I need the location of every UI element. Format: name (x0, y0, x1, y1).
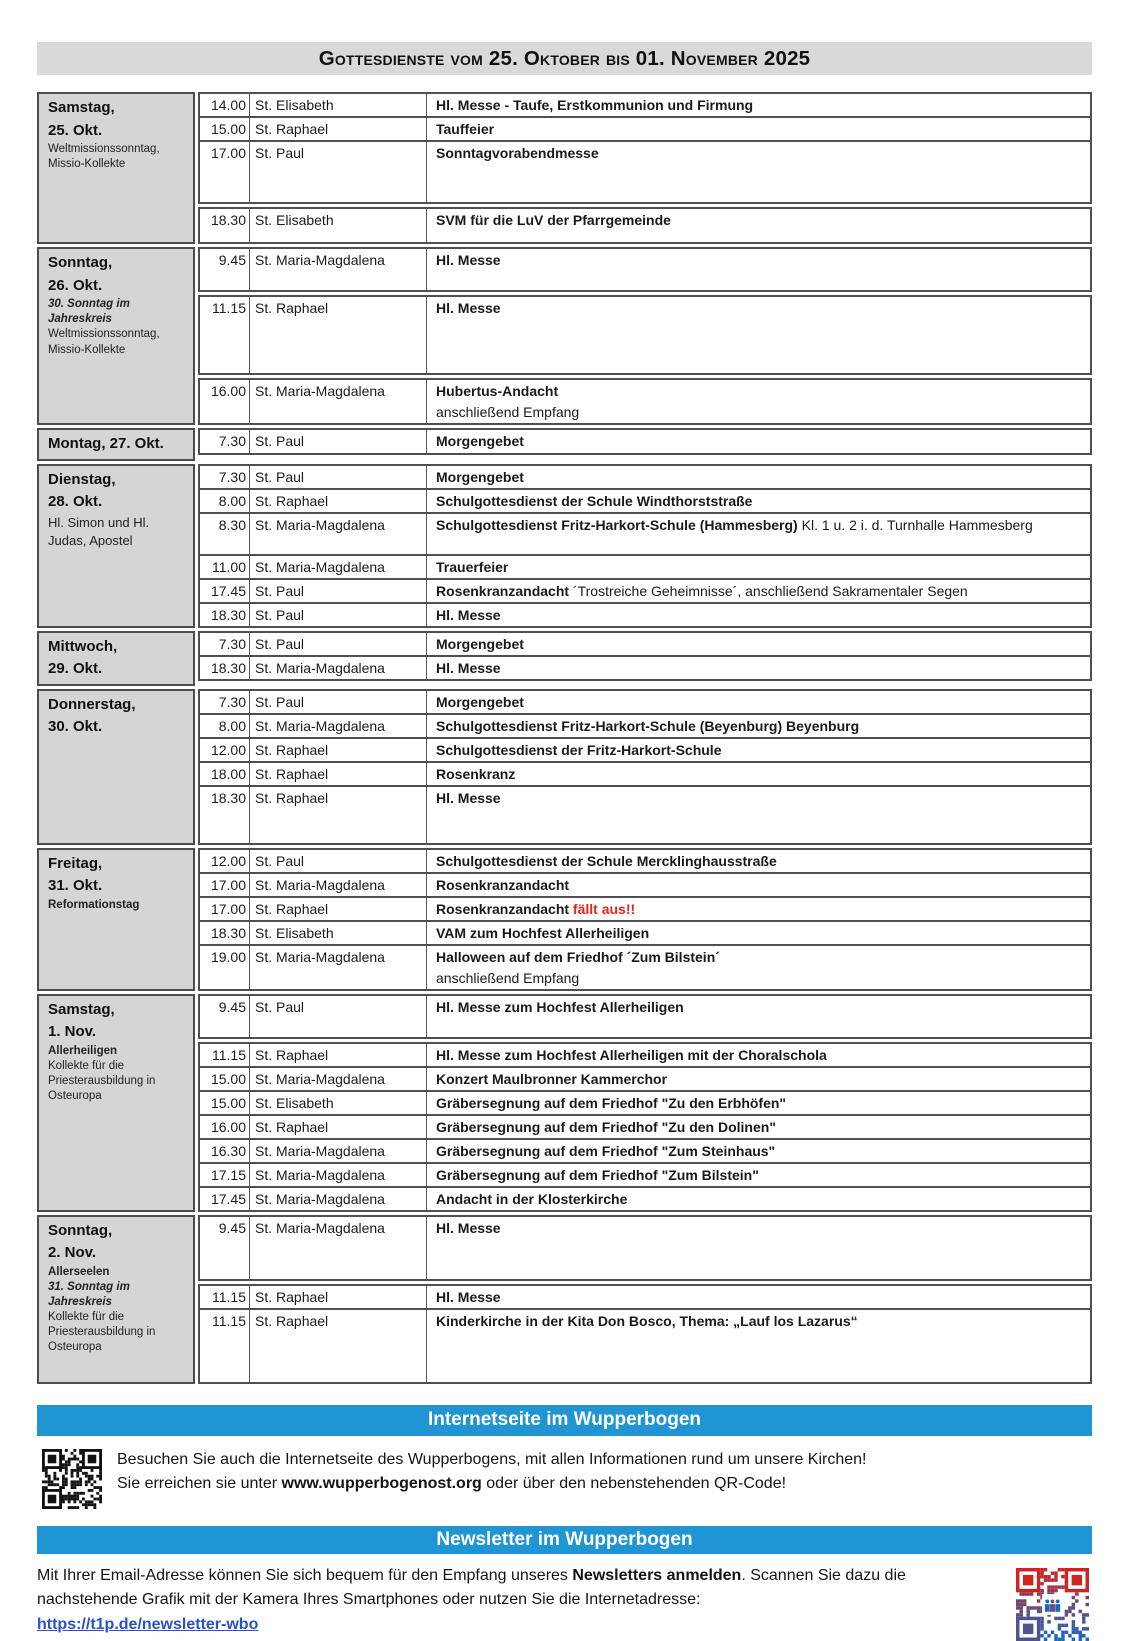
day-cell (37, 1215, 195, 1384)
internet-banner (37, 1405, 1092, 1436)
service-cell (427, 1286, 1090, 1308)
church-cell: St. Paul (250, 691, 427, 713)
text-segment: Schulgottesdienst der Fritz-Harkort-Schule (436, 741, 722, 758)
church-cell: St. Maria-Magdalena (250, 380, 427, 423)
schedule-entry (198, 713, 1092, 739)
service-cell (427, 1116, 1090, 1138)
church-cell: St. Maria-Magdalena (250, 715, 427, 737)
service-cell (427, 1044, 1090, 1066)
church-cell: St. Maria-Magdalena (250, 1164, 427, 1186)
time-cell: 7.30 (200, 430, 250, 453)
text-segment: fällt aus!! (569, 900, 636, 917)
text-segment: oder über den nebenstehenden QR-Code! (481, 1475, 787, 1493)
service-cell (427, 922, 1090, 944)
day-title: 25. Okt. (48, 121, 103, 139)
church-cell: St. Paul (250, 850, 427, 872)
page-title-bar (37, 42, 1092, 75)
time-cell: 15.00 (200, 1092, 250, 1114)
service-cell (427, 787, 1090, 843)
time-cell: 7.30 (200, 691, 250, 713)
day-title: 31. Okt. (48, 877, 103, 894)
time-cell: 16.00 (200, 380, 250, 423)
church-cell: St. Raphael (250, 1116, 427, 1138)
text-segment: Tauffeier (436, 121, 495, 137)
schedule-entry (198, 1138, 1092, 1164)
text-segment: Gräbersegnung auf dem Friedhof "Zu den Erbhöfen" (436, 1094, 787, 1111)
service-cell (427, 1188, 1090, 1210)
service-cell (427, 490, 1090, 512)
service-cell (427, 1217, 1090, 1279)
service-cell (427, 556, 1090, 578)
day-note: 30. Sonntag im Jahreskreis (48, 298, 130, 326)
service-cell (427, 514, 1090, 554)
text-segment: Schulgottesdienst der Schule Mercklinghausstraße (436, 852, 777, 869)
day-entries (198, 848, 1092, 991)
day-title: Samstag, (48, 99, 115, 116)
text-segment: Konzert Maulbronner Kammerchor (436, 1070, 668, 1087)
day-group (37, 631, 1092, 686)
internet-line1: Besuchen Sie auch die Internetseite des Wupperbogens, mit allen Informationen rund um unsere Kirchen! (117, 1450, 867, 1468)
schedule-entry (198, 1308, 1092, 1384)
day-entries (198, 464, 1092, 628)
day-title: 30. Okt. (48, 718, 103, 735)
time-cell: 9.45 (200, 249, 250, 290)
schedule-entry (198, 295, 1092, 375)
church-cell: St. Paul (250, 633, 427, 655)
day-cell (37, 689, 195, 845)
schedule-table (37, 92, 1092, 1384)
day-note: Weltmissionssonntag, (48, 143, 160, 155)
time-cell: 14.00 (200, 94, 250, 116)
day-title: Sonntag, (48, 1221, 113, 1239)
schedule-entry (198, 428, 1092, 455)
schedule-entry (198, 1114, 1092, 1140)
text-segment: Rosenkranzandacht (436, 876, 570, 893)
service-cell (427, 763, 1090, 785)
church-cell: St. Paul (250, 996, 427, 1037)
text-segment: SVM für die LuV der Pfarrgemeinde (436, 212, 671, 228)
day-group (37, 428, 1092, 461)
newsletter-link[interactable]: https://t1p.de/newsletter-wbo (37, 1615, 259, 1633)
day-note: 31. Sonntag im Jahreskreis (48, 1280, 130, 1308)
text-segment: Gräbersegnung auf dem Friedhof "Zum Bilstein" (436, 1166, 759, 1183)
day-note: Kollekte für die Priesterausbildung in Osteuropa (48, 1059, 156, 1103)
text-segment: Schulgottesdienst der Schule Windthorststraße (436, 492, 753, 509)
internet-line2 (117, 1472, 866, 1497)
schedule-entry (198, 554, 1092, 580)
service-cell (427, 715, 1090, 737)
time-cell: 11.15 (200, 1044, 250, 1066)
time-cell: 17.15 (200, 1164, 250, 1186)
time-cell: 17.00 (200, 898, 250, 920)
service-cell (427, 604, 1090, 626)
schedule-entry (198, 488, 1092, 514)
service-cell (427, 898, 1090, 920)
time-cell: 18.30 (200, 604, 250, 626)
time-cell: 12.00 (200, 850, 250, 872)
internet-text (117, 1447, 866, 1509)
day-entries (198, 994, 1092, 1212)
text-segment: Newsletters anmelden (572, 1566, 742, 1584)
text-segment: Gräbersegnung auf dem Friedhof "Zum Steinhaus" (436, 1142, 776, 1159)
time-cell: 16.00 (200, 1116, 250, 1138)
service-cell (427, 1068, 1090, 1090)
time-cell: 16.30 (200, 1140, 250, 1162)
qr-code-newsletter-icon (1016, 1568, 1089, 1641)
church-cell: St. Raphael (250, 1286, 427, 1308)
text-segment: Kinderkirche in der Kita Don Bosco, Thema: „Lauf los Lazarus“ (436, 1312, 858, 1329)
time-cell: 17.45 (200, 580, 250, 602)
text-segment: Halloween auf dem Friedhof ´Zum Bilstein´ (436, 948, 720, 965)
service-cell (427, 380, 1090, 423)
day-cell (37, 428, 195, 461)
church-cell: St. Maria-Magdalena (250, 556, 427, 578)
service-cell (427, 946, 1090, 989)
schedule-entry (198, 737, 1092, 763)
schedule-entry (198, 920, 1092, 946)
church-cell: St. Maria-Magdalena (250, 1068, 427, 1090)
church-cell: St. Maria-Magdalena (250, 874, 427, 896)
church-cell: St. Maria-Magdalena (250, 1188, 427, 1210)
church-cell: St. Maria-Magdalena (250, 1217, 427, 1279)
day-title: Sonntag, (48, 254, 113, 271)
schedule-entry (198, 655, 1092, 681)
time-cell: 18.30 (200, 922, 250, 944)
text-segment: Hl. Messe (436, 606, 501, 623)
day-cell (37, 247, 195, 425)
time-cell: 18.30 (200, 209, 250, 242)
day-note: Allerseelen (48, 1265, 110, 1278)
schedule-entry (198, 207, 1092, 244)
church-cell: St. Maria-Magdalena (250, 249, 427, 290)
text-segment: Hl. Messe (436, 1288, 501, 1305)
text-segment: Morgengebet (436, 693, 524, 710)
service-cell (427, 1164, 1090, 1186)
schedule-entry (198, 1186, 1092, 1212)
service-cell (427, 118, 1090, 140)
internet-section (37, 1447, 1092, 1509)
time-cell: 11.00 (200, 556, 250, 578)
service-cell (427, 691, 1090, 713)
time-cell: 9.45 (200, 1217, 250, 1279)
text-segment: Sonntagvorabendmesse (436, 145, 599, 161)
church-cell: St. Raphael (250, 787, 427, 843)
day-group (37, 994, 1092, 1212)
page-title: Gottesdienste vom 25. Oktober bis 01. November 2025 (318, 46, 811, 70)
time-cell: 18.30 (200, 787, 250, 843)
day-title: Samstag, (48, 1000, 115, 1018)
schedule-entry (198, 378, 1092, 425)
time-cell: 7.30 (200, 633, 250, 655)
day-entries (198, 247, 1092, 425)
time-cell: 17.00 (200, 874, 250, 896)
day-title: Donnerstag, (48, 695, 136, 713)
internet-banner-title: Internetseite im Wupperbogen (427, 1409, 702, 1430)
schedule-entry (198, 464, 1092, 490)
text-segment: Rosenkranzandacht (436, 900, 570, 917)
newsletter-banner-title: Newsletter im Wupperbogen (436, 1528, 693, 1550)
day-title: 29. Okt. (48, 660, 103, 677)
service-cell (427, 466, 1090, 488)
time-cell: 9.45 (200, 996, 250, 1037)
service-cell (427, 633, 1090, 655)
schedule-entry (198, 578, 1092, 604)
day-group (37, 848, 1092, 991)
day-entries (198, 428, 1092, 461)
service-cell (427, 430, 1090, 453)
text-segment: Hl. Messe (436, 1219, 501, 1236)
day-title: 1. Nov. (48, 1023, 97, 1040)
schedule-entry (198, 689, 1092, 715)
day-entries (198, 92, 1092, 244)
text-segment: Hl. Messe zum Hochfest Allerheiligen (436, 998, 684, 1015)
newsletter-banner (37, 1526, 1092, 1554)
text-segment: VAM zum Hochfest Allerheiligen (436, 924, 650, 941)
church-cell: St. Maria-Magdalena (250, 946, 427, 989)
service-cell (427, 1092, 1090, 1114)
time-cell: 17.00 (200, 142, 250, 202)
text-segment: Kl. 1 u. 2 i. d. Turnhalle Hammesberg (797, 516, 1033, 533)
day-entries (198, 631, 1092, 686)
schedule-entry (198, 1284, 1092, 1310)
time-cell: 15.00 (200, 1068, 250, 1090)
text-segment: . Scannen Sie dazu die nachstehende Grafik mit der Kamera Ihres Smartphones oder nutzen Sie die Internetadresse: (37, 1566, 906, 1608)
day-group (37, 1215, 1092, 1384)
day-cell (37, 464, 195, 628)
service-cell (427, 580, 1090, 602)
day-note: Kollekte für die Priesterausbildung in Osteuropa (48, 1311, 156, 1354)
service-cell (427, 850, 1090, 872)
day-cell (37, 994, 195, 1212)
church-cell: St. Elisabeth (250, 1092, 427, 1114)
time-cell: 17.45 (200, 1188, 250, 1210)
text-segment: Hl. Messe zum Hochfest Allerheiligen mit der Choralschola (436, 1046, 827, 1063)
schedule-entry (198, 92, 1092, 118)
day-cell (37, 631, 195, 686)
church-cell: St. Paul (250, 604, 427, 626)
time-cell: 18.00 (200, 763, 250, 785)
day-cell (37, 848, 195, 991)
schedule-entry (198, 1215, 1092, 1281)
time-cell: 19.00 (200, 946, 250, 989)
time-cell: 8.00 (200, 490, 250, 512)
church-cell: St. Raphael (250, 763, 427, 785)
day-note: Hl. Simon und Hl. Judas, Apostel (48, 514, 150, 549)
schedule-entry (198, 896, 1092, 922)
schedule-entry (198, 116, 1092, 142)
schedule-entry (198, 247, 1092, 292)
text-segment: Morgengebet (436, 468, 524, 485)
service-cell (427, 1310, 1090, 1382)
time-cell: 15.00 (200, 118, 250, 140)
church-cell: St. Maria-Magdalena (250, 1140, 427, 1162)
schedule-entry (198, 1042, 1092, 1068)
day-title: Montag, 27. Okt. (48, 435, 164, 452)
schedule-entry (198, 944, 1092, 991)
day-title: 26. Okt. (48, 276, 103, 294)
church-cell: St. Paul (250, 430, 427, 453)
service-cell (427, 996, 1090, 1037)
day-cell (37, 92, 195, 244)
service-cell (427, 209, 1090, 242)
day-entries (198, 1215, 1092, 1384)
text-segment: Sie erreichen sie unter (117, 1475, 282, 1493)
text-segment: Hl. Messe (436, 252, 501, 268)
schedule-entry (198, 631, 1092, 657)
schedule-entry (198, 1090, 1092, 1116)
time-cell: 8.30 (200, 514, 250, 554)
text-segment: Schulgottesdienst Fritz-Harkort-Schule (Beyenburg) Beyenburg (436, 717, 860, 734)
newsletter-text (37, 1564, 987, 1612)
schedule-entry (198, 761, 1092, 787)
day-group (37, 689, 1092, 845)
time-cell: 8.00 (200, 715, 250, 737)
text-segment: Mit Ihrer Email-Adresse können Sie sich bequem für den Empfang unseres (37, 1566, 573, 1584)
church-cell: St. Maria-Magdalena (250, 514, 427, 554)
text-segment: Hl. Messe (436, 300, 501, 316)
day-title: 28. Okt. (48, 493, 103, 510)
schedule-entry (198, 994, 1092, 1039)
church-cell: St. Raphael (250, 297, 427, 373)
service-cell (427, 739, 1090, 761)
day-group (37, 92, 1092, 244)
church-cell: St. Raphael (250, 898, 427, 920)
schedule-entry (198, 785, 1092, 845)
church-cell: St. Paul (250, 466, 427, 488)
service-cell (427, 874, 1090, 896)
day-note: Allerheiligen (48, 1044, 118, 1057)
schedule-entry (198, 602, 1092, 628)
day-title: Dienstag, (48, 470, 116, 488)
church-cell: St. Maria-Magdalena (250, 657, 427, 679)
service-cell (427, 94, 1090, 116)
church-cell: St. Raphael (250, 1044, 427, 1066)
time-cell: 12.00 (200, 739, 250, 761)
day-note: Missio-Kollekte (48, 343, 126, 356)
day-title: Freitag, (48, 854, 103, 872)
schedule-entry (198, 512, 1092, 556)
text-segment: Morgengebet (436, 635, 524, 652)
text-segment: ´Trostreiche Geheimnisse´, anschließend Sakramentaler Segen (569, 582, 968, 599)
text-segment: Hubertus-Andacht (436, 383, 559, 399)
newsletter-text-block (37, 1564, 987, 1641)
text-segment: anschließend Empfang (436, 404, 580, 420)
time-cell: 11.15 (200, 1286, 250, 1308)
service-cell (427, 297, 1090, 373)
time-cell: 18.30 (200, 657, 250, 679)
church-cell: St. Paul (250, 580, 427, 602)
day-group (37, 464, 1092, 628)
day-note: Missio-Kollekte (48, 158, 126, 171)
day-note: Reformationstag (48, 898, 140, 911)
day-title: Mittwoch, (48, 637, 118, 655)
text-segment: Hl. Messe - Taufe, Erstkommunion und Firmung (436, 97, 754, 113)
church-cell: St. Raphael (250, 490, 427, 512)
time-cell: 11.15 (200, 297, 250, 373)
church-cell: St. Elisabeth (250, 94, 427, 116)
day-group (37, 247, 1092, 425)
service-cell (427, 1140, 1090, 1162)
text-segment: Schulgottesdienst Fritz-Harkort-Schule (Hammesberg) (436, 516, 798, 533)
schedule-entry (198, 872, 1092, 898)
day-title: 2. Nov. (48, 1244, 97, 1261)
schedule-entry (198, 1162, 1092, 1188)
service-cell (427, 657, 1090, 679)
church-cell: St. Paul (250, 142, 427, 202)
church-cell: St. Elisabeth (250, 209, 427, 242)
schedule-entry (198, 140, 1092, 204)
text-segment: Rosenkranzandacht (436, 582, 570, 599)
text-segment: Hl. Messe (436, 659, 501, 676)
church-cell: St. Raphael (250, 1310, 427, 1382)
text-segment: Trauerfeier (436, 558, 509, 575)
day-entries (198, 689, 1092, 845)
text-segment: www.wupperbogenost.org (281, 1475, 482, 1493)
text-segment: Rosenkranz (436, 765, 516, 782)
newsletter-section (37, 1564, 1092, 1641)
time-cell: 11.15 (200, 1310, 250, 1382)
text-segment: Morgengebet (436, 433, 524, 449)
church-cell: St. Raphael (250, 739, 427, 761)
text-segment: Andacht in der Klosterkirche (436, 1190, 628, 1207)
schedule-entry (198, 1066, 1092, 1092)
church-cell: St. Raphael (250, 118, 427, 140)
service-cell (427, 142, 1090, 202)
day-note: Weltmissionssonntag, (48, 328, 160, 341)
time-cell: 7.30 (200, 466, 250, 488)
schedule-entry (198, 848, 1092, 874)
text-segment: anschließend Empfang (436, 969, 580, 986)
church-cell: St. Elisabeth (250, 922, 427, 944)
qr-code-website-icon (42, 1449, 102, 1509)
service-cell (427, 249, 1090, 290)
text-segment: Hl. Messe (436, 789, 501, 806)
text-segment: Gräbersegnung auf dem Friedhof "Zu den Dolinen" (436, 1118, 776, 1135)
